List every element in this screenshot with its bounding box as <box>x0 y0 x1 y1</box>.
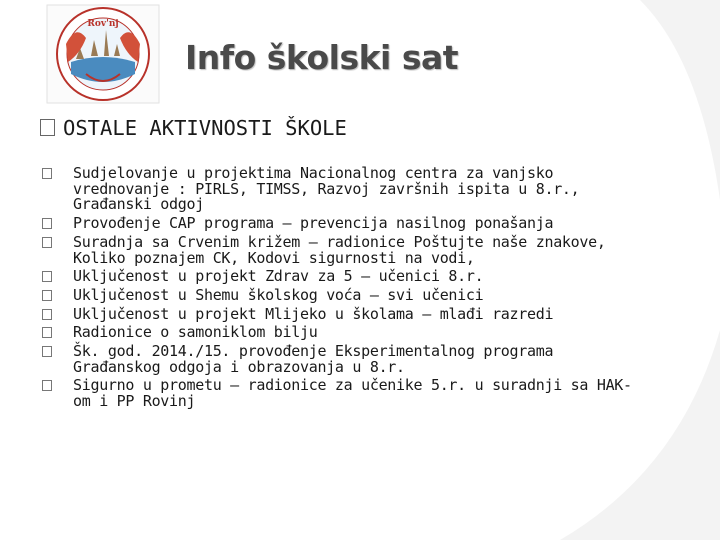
square-bullet-icon <box>42 346 52 357</box>
list-item-text: Sudjelovanje u projektima Nacionalnog centra za vanjsko vrednovanje : PIRLS, TIMSS, Razvoj završnih ispita u 8.r., Građanski odgoj <box>73 164 580 214</box>
list-item <box>40 216 720 232</box>
list-item-text: Provođenje CAP programa – prevencija nasilnog ponašanja <box>73 214 554 233</box>
section-heading <box>40 116 347 140</box>
activity-list <box>40 166 720 413</box>
list-item-text: Uključenost u projekt Mlijeko u školama – mlađi razredi <box>73 304 554 323</box>
square-bullet-icon <box>42 327 52 338</box>
list-item <box>40 344 720 375</box>
list-item-text: Suradnja sa Crvenim križem – radionice Poštujte naše znakove, Koliko poznajem CK, Kodovi sigurnosti na vodi, <box>73 232 606 267</box>
list-item <box>40 232 720 267</box>
list-item-text: Šk. god. 2014./15. provođenje Eksperimentalnog programa Građanskog odgoja i obrazovanja u 8.r. <box>73 342 554 376</box>
list-item <box>40 304 720 323</box>
square-bullet-icon <box>42 380 52 391</box>
square-bullet-icon <box>42 271 52 282</box>
list-item <box>40 325 720 341</box>
square-bullet-icon <box>40 119 55 136</box>
list-item-text: Uključenost u Shemu školskog voća – svi učenici <box>73 285 484 304</box>
school-logo <box>46 4 160 104</box>
section-heading-text: OSTALE AKTIVNOSTI ŠKOLE <box>63 116 347 140</box>
square-bullet-icon <box>42 237 52 248</box>
list-item-text: Radionice o samoniklom bilju <box>73 323 318 342</box>
list-item-text: Sigurno u prometu – radionice za učenike 5.r. u suradnji sa HAK- om i PP Rovinj <box>73 376 632 411</box>
list-item <box>40 166 720 213</box>
square-bullet-icon <box>42 168 52 179</box>
square-bullet-icon <box>42 309 52 320</box>
list-item <box>40 269 720 285</box>
list-item-text: Uključenost u projekt Zdrav za 5 – učenici 8.r. <box>73 267 484 286</box>
svg-text:Rov'nj: Rov'nj <box>87 19 119 29</box>
square-bullet-icon <box>42 290 52 301</box>
list-item <box>40 378 720 409</box>
square-bullet-icon <box>42 218 52 229</box>
slide-title: Info školski sat <box>185 38 459 77</box>
list-item <box>40 285 720 304</box>
